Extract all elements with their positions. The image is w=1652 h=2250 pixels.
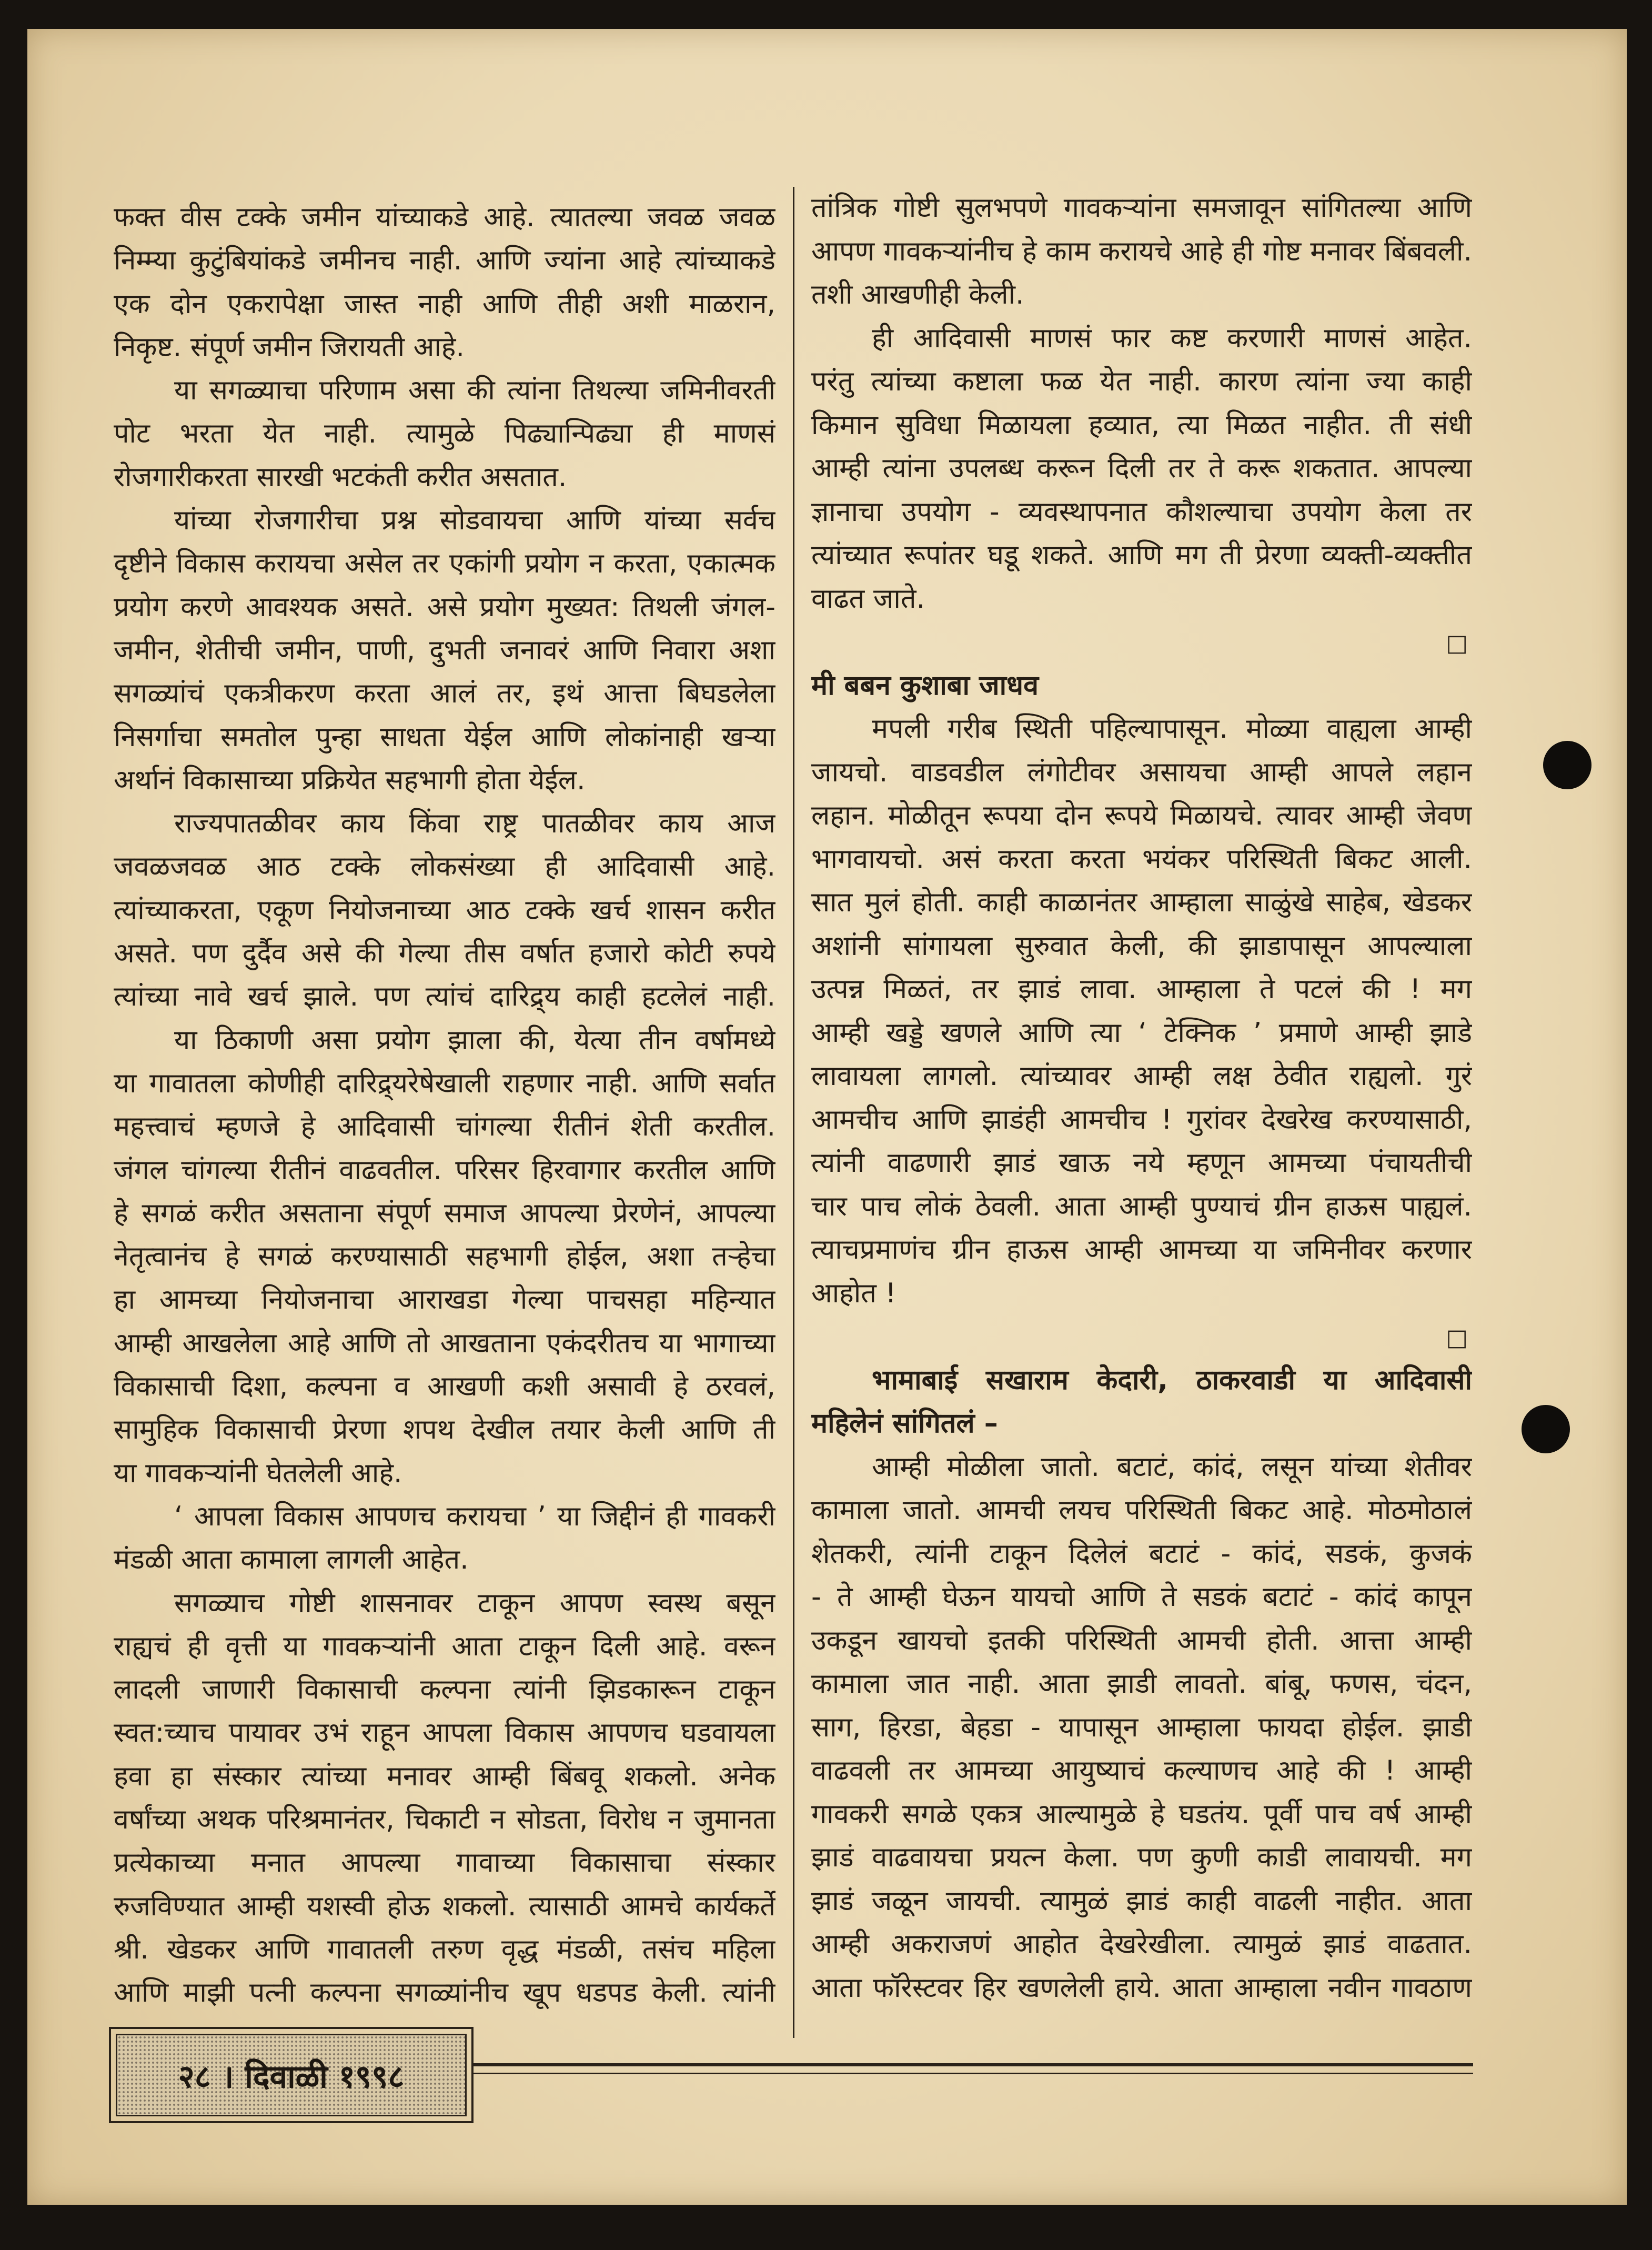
body-text-line: त्यांच्या नावे खर्च झाले. पण त्यांचं दारिद्र्य काही हटलेलं नाही. [114,981,775,1013]
testimony-section [811,664,1472,1315]
paragraph [811,1445,1472,2010]
body-text-line: आम्ही आखलेला आहे आणि तो आखताना एकंदरीतच या भागाच्या [114,1327,775,1359]
paragraph [114,1019,775,1495]
punch-hole [1543,741,1591,789]
page-footer-halftone-panel [116,2034,467,2116]
paragraph [114,1495,775,1582]
body-text-line: मपली गरीब स्थिती पहिल्यापासून. मोळ्या वाह्यला आम्ही [872,713,1472,745]
body-text-line: त्यांनी वाढणारी झाडं खाऊ नये म्हणून आमच्या पंचायतीची [811,1147,1472,1179]
body-text-line: महत्त्वाचं म्हणजे हे आदिवासी चांगल्या रीतीनं शेती करतील. [114,1111,775,1143]
body-text-line: वाढवली तर आमच्या आयुष्याचं कल्याणच आहे की ! आम्ही [811,1755,1472,1786]
body-text-line: झाडं जळून जायची. त्यामुळं झाडं काही वाढली नाहीत. आता [811,1885,1472,1917]
body-text-line: या गावातला कोणीही दारिद्र्यरेषेखाली राहणार नाही. आणि सर्वात [114,1067,775,1099]
body-text-line: साग, हिरडा, बेहडा - यापासून आम्हाला फायदा होईल. झाडी [811,1711,1472,1743]
body-text-line: लादली जाणारी विकासाची कल्पना त्यांनी झिडकारून टाकून [114,1674,775,1706]
body-text-line: आम्ही मोळीला जातो. बटाटं, कांदं, लसून यांच्या शेतीवर [872,1451,1472,1483]
body-text-line: त्यांच्यात रूपांतर घडू शकते. आणि मग ती प्रेरणा व्यक्ती-व्यक्तीत [811,539,1472,571]
body-text-line: वाढत जाते. [811,582,925,615]
page-footer-box [109,2027,474,2123]
body-text-line: आपण गावकऱ्यांनीच हे काम करायचे आहे ही गोष्ट मनावर बिंबवली. [811,235,1472,267]
body-text-line: नेतृत्वानंच हे सगळं करण्यासाठी सहभागी होईल, अशा तऱ्हेचा [114,1241,775,1273]
body-text-line: निम्म्या कुटुंबियांकडे जमीनच नाही. आणि ज्यांना आहे त्यांच्याकडे [114,245,775,277]
body-text-line: ही आदिवासी माणसं फार कष्ट करणारी माणसं आहेत. [872,322,1472,354]
section-heading: भामाबाई सखाराम केदारी, ठाकरवाडी या आदिवासी [872,1364,1472,1396]
body-text-line: सामुहिक विकासाची प्रेरणा शपथ देखील तयार केली आणि ती [114,1414,775,1446]
body-text-line: या सगळ्याचा परिणाम असा की त्यांना तिथल्या जमिनीवरती [174,375,775,407]
body-text-line: किमान सुविधा मिळायला हव्यात, त्या मिळत नाहीत. ती संधी [811,409,1472,441]
body-text-line: कामाला जात नाही. आता झाडी लावतो. बांबू, फणस, चंदन, [811,1668,1472,1700]
body-text-line: सगळ्यांचं एकत्रीकरण करता आलं तर, इथं आत्ता बिघडलेला [114,678,775,710]
body-text-line: जवळजवळ आठ टक्के लोकसंख्या ही आदिवासी आहे. [114,851,775,883]
paragraph [114,499,775,802]
paragraph [811,707,1472,1315]
body-text-line: निसर्गाचा समतोल पुन्हा साधता येईल आणि लोकांनाही खऱ्या [114,721,775,753]
body-text-line: ‘ आपला विकास आपणच करायचा ’ या जिद्दीनं ही गावकरी [174,1500,775,1532]
body-text-line: आम्ही त्यांना उपलब्ध करून दिली तर ते करू शकतात. आपल्या [811,453,1472,484]
body-text-line: प्रयोग करणे आवश्यक असते. असे प्रयोग मुख्यत: तिथली जंगल- [114,591,775,623]
body-text-line: चार पाच लोकं ठेवली. आता आम्ही पुण्याचं ग्रीन हाऊस पाह्यलं. [811,1190,1472,1222]
body-text-line: या ठिकाणी असा प्रयोग झाला की, येत्या तीन वर्षामध्ये [174,1024,775,1056]
paragraph [811,317,1472,621]
page-number-label: २८ । दिवाळी १९९८ [178,2058,405,2095]
section-heading: महिलेनं सांगितलं – [811,1408,998,1439]
body-text-line: जमीन, शेतीची जमीन, पाणी, दुभती जनावरं आणि निवारा अशा [114,634,775,666]
body-text-line: आणि माझी पत्नी कल्पना सगळ्यांनीच खूप धडपड केली. त्यांनी [114,1977,775,2009]
right-column [811,186,1472,2010]
body-text-line: लहान. मोळीतून रूपया दोन रूपये मिळायचे. त्यावर आम्ही जेवण [811,800,1472,831]
body-text-line: सात मुलं होती. काही काळानंतर आम्हाला साळुंखे साहेब, खेडकर [811,887,1472,918]
body-text-line: आहोत ! [811,1277,896,1309]
paragraph [114,1582,775,2015]
body-text-line: स्वत:च्याच पायावर उभं राहून आपला विकास आपणच घडवायला [114,1717,775,1749]
paragraph [114,196,775,369]
section-end-square-icon: □ [1446,630,1468,657]
body-text-line: प्रत्येकाच्या मनात आपल्या गावाच्या विकासाचा संस्कार [114,1847,775,1879]
body-text-line: उकडून खायचो इतकी परिस्थिती आमची होती. आत्ता आम्ही [811,1624,1472,1656]
body-text-line: परंतु त्यांच्या कष्टाला फळ येत नाही. कारण त्यांना ज्या काही [811,366,1472,397]
body-text-line: जायचो. वाडवडील लंगोटीवर असायचा आम्ही आपले लहान [811,756,1472,788]
body-text-line: तांत्रिक गोष्टी सुलभपणे गावकऱ्यांना समजावून सांगितल्या आणि [811,192,1472,224]
body-text-line: शेतकरी, त्यांनी टाकून दिलेलं बटाटं - कांदं, सडकं, कुजकं [811,1538,1472,1570]
body-text-line: जंगल चांगल्या रीतीनं वाढवतील. परिसर हिरवागार करतील आणि [114,1154,775,1186]
section-end-row [811,620,1472,664]
paragraph [811,186,1472,317]
body-text-line: फक्त वीस टक्के जमीन यांच्याकडे आहे. त्यातल्या जवळ जवळ [114,202,775,233]
body-text-line: - ते आम्ही घेऊन यायचो आणि ते सडकं बटाटं - कांदं कापून [811,1581,1472,1613]
punch-hole [1522,1405,1570,1453]
body-text-line: झाडं वाढवायचा प्रयत्न केला. पण कुणी काडी लावायची. मग [811,1842,1472,1873]
footer-rule-thick [474,2063,1473,2066]
body-text-line: हवा हा संस्कार त्यांच्या मनावर आम्ही बिंबवू शकलो. अनेक [114,1760,775,1792]
body-text-line: पोट भरता येत नाही. त्यामुळे पिढ्यान्पिढ्या ही माणसं [114,418,775,450]
body-text-line: सगळ्याच गोष्टी शासनावर टाकून आपण स्वस्थ बसून [174,1587,775,1619]
body-text-line: दृष्टीने विकास करायचा असेल तर एकांगी प्रयोग न करता, एकात्मक [114,548,775,580]
body-text-line: आमचीच आणि झाडंही आमचीच ! गुरांवर देखरेख करण्यासाठी, [811,1103,1472,1136]
section-end-row [811,1315,1472,1359]
body-text-line: त्यांच्याकरता, एकूण नियोजनाच्या आठ टक्के खर्च शासन करीत [114,894,775,926]
body-text-line: ज्ञानाचा उपयोग - व्यवस्थापनात कौशल्याचा उपयोग केला तर [811,496,1472,528]
body-text-line: राज्यपातळीवर काय किंवा राष्ट्र पातळीवर काय आज [174,808,775,840]
left-column [114,196,775,2014]
paragraph [114,369,775,499]
body-text-line: विकासाची दिशा, कल्पना व आखणी कशी असावी हे ठरवलं, [114,1371,775,1403]
body-text-line: एक दोन एकरापेक्षा जास्त नाही आणि तीही अशी माळरान, [114,288,775,320]
body-text-line: भागवायचो. असं करता करता भयंकर परिस्थिती बिकट आली. [811,843,1472,875]
paragraph [114,802,775,1018]
body-text-line: राह्यचं ही वृत्ती या गावकऱ्यांनी आता टाकून दिली आहे. वरून [114,1630,775,1662]
body-text-line: निकृष्ट. संपूर्ण जमीन जिरायती आहे. [114,331,465,363]
section-heading: मी बबन कुशाबा जाधव [811,669,1039,701]
body-text-line: त्याचप्रमाणंच ग्रीन हाऊस आम्ही आमच्या या जमिनीवर करणार [811,1234,1472,1265]
body-text-line: रोजगारीकरता सारखी भटकंती करीत असतात. [114,461,567,493]
body-text-line: आम्ही अकराजणं आहोत देखरेखीला. त्यामुळं झाडं वाढतात. [811,1928,1472,1960]
body-text-line: गावकरी सगळे एकत्र आल्यामुळे हे घडतंय. पूर्वी पाच वर्ष आम्ही [811,1798,1472,1830]
body-text-line: या गावकऱ्यांनी घेतलेली आहे. [114,1457,402,1489]
body-text-line: यांच्या रोजगारीचा प्रश्न सोडवायचा आणि यांच्या सर्वच [174,505,775,537]
body-text-line: वर्षांच्या अथक परिश्रमानंतर, चिकाटी न सोडता, विरोध न जुमानता [114,1803,775,1835]
footer-rule-thin [474,2073,1473,2074]
body-text-line: कामाला जातो. आमची लयच परिस्थिती बिकट आहे. मोठमोठालं [811,1494,1472,1526]
body-text-line: रुजविण्यात आम्ही यशस्वी होऊ शकलो. त्यासाठी आमचे कार्यकर्ते [114,1890,775,1922]
body-text-line: मंडळी आता कामाला लागली आहेत. [114,1544,469,1576]
body-text-line: श्री. खेडकर आणि गावातली तरुण वृद्ध मंडळी, तसंच महिला [114,1933,775,1965]
section-end-square-icon: □ [1446,1324,1468,1351]
body-text-line: आता फॉरेस्टवर हिर खणलेली हाये. आता आम्हाला नवीन गावठाण [811,1972,1472,2004]
body-text-line: अर्थानं विकासाच्या प्रक्रियेत सहभागी होता येईल. [114,764,586,796]
body-text-line: आम्ही खड्डे खणले आणि त्या ‘ टेक्निक ’ प्रमाणे आम्ही झाडे [811,1017,1472,1049]
body-text-line: तशी आखणीही केली. [811,279,1024,310]
testimony-section [811,1359,1472,2010]
body-text-line: हा आमच्या नियोजनाचा आराखडा गेल्या पाचसहा महिन्यात [114,1284,775,1316]
body-text-line: अशांनी सांगायला सुरुवात केली, की झाडापासून आपल्याला [811,930,1472,962]
body-text-line: हे सगळं करीत असताना संपूर्ण समाज आपल्या प्रेरणेनं, आपल्या [114,1197,775,1229]
body-text-line: उत्पन्न मिळतं, तर झाडं लावा. आम्हाला ते पटलं की ! मग [811,973,1472,1005]
body-text-line: लावायला लागलो. त्यांच्यावर आम्ही लक्ष ठेवीत राह्यलो. गुरं [811,1060,1472,1092]
body-text-line: असते. पण दुर्दैव असे की गेल्या तीस वर्षात हजारो कोटी रुपये [114,938,775,970]
column-divider [793,187,794,2038]
